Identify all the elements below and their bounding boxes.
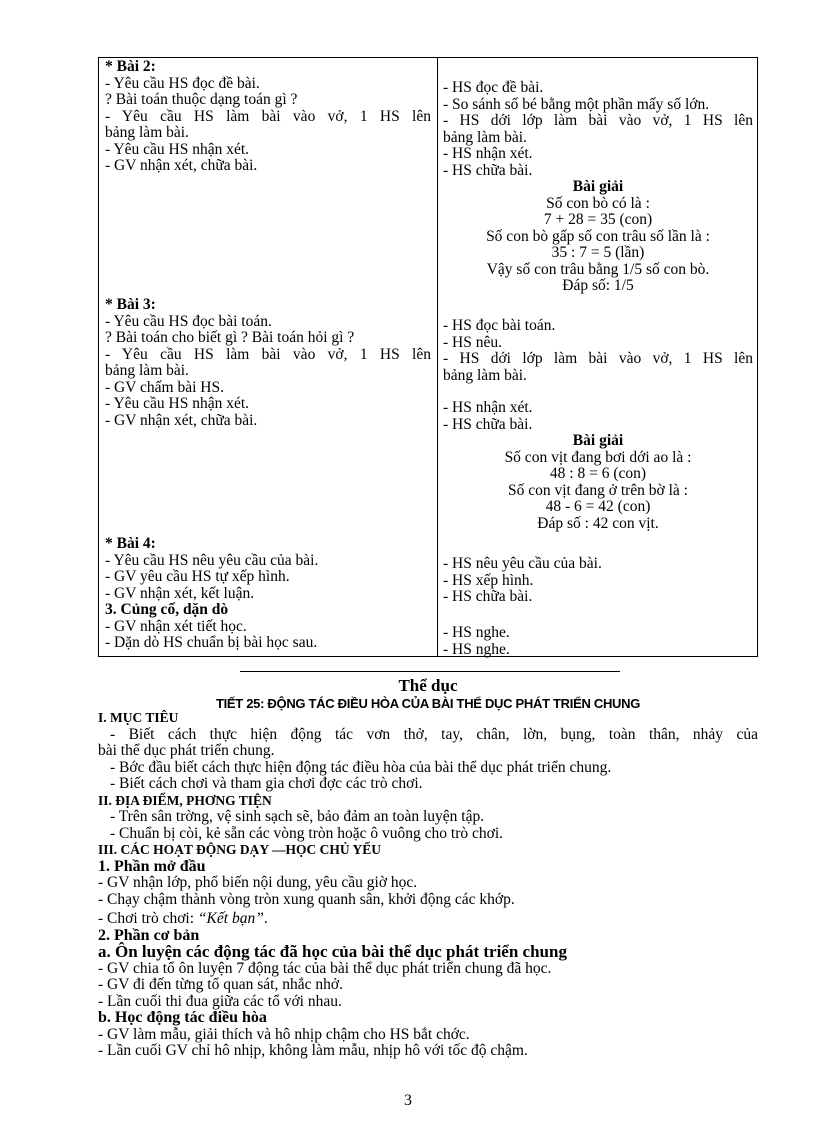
- bai3-teacher-line: - Yêu cầu HS nhận xét.: [105, 395, 250, 412]
- sub-b-item: - Lần cuối GV chỉ hô nhịp, không làm mẫu, nhịp hô với tốc độ chậm.: [98, 1042, 528, 1059]
- pe-subtitle: TIẾT 25: ĐỘNG TÁC ĐIỀU HÒA CỦA BÀI THỂ DỤC PHÁT TRIỂN CHUNG: [215, 696, 641, 711]
- teacher-bai3: [105, 297, 431, 429]
- game-prefix: - Chơi trò chơi:: [98, 910, 198, 927]
- dia-diem-item: - Chuẩn bị còi, kẻ sẵn các vòng tròn hoặc ô vuông cho trò chơi.: [110, 824, 504, 842]
- bai3-teacher-line: - Yêu cầu HS đọc bài toán.: [105, 312, 272, 330]
- bai2-teacher-line: - GV nhận xét, chữa bài.: [105, 157, 258, 174]
- student-bai3: [443, 318, 753, 532]
- dia-diem-item: - Trên sân trờng, vệ sinh sạch sẽ, bảo đảm an toàn luyện tập.: [110, 808, 485, 825]
- sub-a-item: - Lần cuối thi đua giữa các tổ với nhau.: [98, 992, 342, 1010]
- lesson-table: [98, 57, 758, 657]
- solution-line: Số con vịt đang ở trên bờ là :: [508, 481, 688, 499]
- bai3-teacher-line: - GV nhận xét, chữa bài.: [105, 411, 258, 429]
- section-separator: [240, 671, 620, 672]
- bai3-teacher-line: ? Bài toán cho biết gì ? Bài toán hỏi gì ?: [105, 329, 355, 346]
- bai4-student-line: - HS nêu yêu cầu của bài.: [443, 555, 602, 572]
- pe-title: Thể dục: [398, 676, 458, 695]
- pe-title-block: [98, 676, 758, 711]
- bai3-student-line: - HS dới lớp làm bài vào vở, 1 HS lên: [443, 350, 753, 367]
- solution-line: 7 + 28 = 35 (con): [543, 211, 653, 228]
- bai2-student-line: - HS dới lớp làm bài vào vở, 1 HS lên: [443, 112, 753, 129]
- bai3-teacher-line: bảng làm bài.: [105, 362, 189, 379]
- bai3-teacher-line: - GV chấm bài HS.: [105, 378, 224, 396]
- solution-line: Vậy số con trâu bằng 1/5 số con bò.: [486, 260, 710, 278]
- part1-item: - GV nhận lớp, phổ biến nội dung, yêu cầu giờ học.: [98, 874, 418, 891]
- part1-heading: 1. Phần mở đầu: [98, 857, 206, 875]
- sub-b-item: - GV làm mẫu, giải thích và hô nhịp chậm cho HS bắt chớc.: [98, 1025, 470, 1043]
- bai4-heading: * Bài 4:: [105, 535, 156, 552]
- sub-a-item: - GV chia tổ ôn luyện 7 động tác của bài thể dục phát triển chung đã học.: [98, 959, 552, 977]
- bai2-solution: [443, 179, 753, 295]
- teacher-bai4: [105, 536, 431, 652]
- sub-a-heading: a. Ôn luyện các động tác đã học của bài thể dục phát triển chung: [98, 942, 567, 961]
- solution-line: 48 - 6 = 42 (con): [545, 498, 651, 515]
- pe-content: [98, 710, 758, 1060]
- teacher-bai2: [105, 59, 431, 175]
- bai2-teacher-line: - Yêu cầu HS đọc đề bài.: [105, 74, 260, 92]
- cungco-student-line: - HS nghe.: [443, 624, 510, 641]
- muc-tieu-item: - Biết cách thực hiện động tác vơn thở, tay, chân, lờn, bụng, toàn thân, nhảy của: [110, 725, 758, 743]
- sub-b-heading: b. Học động tác điều hòa: [98, 1009, 267, 1026]
- solution-line: 35 : 7 = 5 (lần): [551, 244, 645, 261]
- solution-title: Bài giải: [572, 178, 624, 195]
- blank-line: [443, 384, 753, 400]
- bai3-teacher-line: - Yêu cầu HS làm bài vào vở, 1 HS lên: [105, 345, 431, 363]
- part2-heading: 2. Phần cơ bản: [98, 926, 200, 944]
- bai4-teacher-line: - Yêu cầu HS nêu yêu cầu của bài.: [105, 551, 319, 569]
- column-divider: [437, 58, 438, 656]
- bai4-student-line: - HS chữa bài.: [443, 588, 533, 605]
- bai3-student-line: - HS đọc bài toán.: [443, 317, 556, 334]
- game-suffix: .: [263, 910, 268, 927]
- solution-line: Đáp số : 42 con vịt.: [537, 514, 659, 532]
- cungco-teacher-line: - Dặn dò HS chuẩn bị bài học sau.: [105, 634, 318, 651]
- bai3-solution: [443, 433, 753, 532]
- muc-tieu-item: - Bớc đầu biết cách thực hiện động tác điều hòa của bài thể dục phát triển chung.: [110, 758, 612, 776]
- solution-line: Đáp số: 1/5: [562, 277, 634, 294]
- bai2-teacher-line: bảng làm bài.: [105, 124, 189, 141]
- cungco-teacher-line: - GV nhận xét tiết học.: [105, 617, 247, 635]
- muc-tieu-heading: I. MỤC TIÊU: [98, 710, 179, 725]
- bai2-student-line: - So sánh số bé bằng một phần mấy số lớn.: [443, 95, 710, 113]
- cungco-student-line: - HS nghe.: [443, 640, 510, 658]
- part1-item-game: [98, 911, 758, 928]
- dia-diem-heading: II. ĐỊA ĐIỂM, PHƠNG TIỆN: [98, 792, 272, 808]
- student-cungco: [443, 625, 753, 658]
- bai3-student-line: - HS nêu.: [443, 333, 502, 351]
- bai2-heading: * Bài 2:: [105, 58, 156, 75]
- game-name: “Kết bạn”: [197, 910, 264, 927]
- bai3-student-line: - HS chữa bài.: [443, 415, 533, 433]
- student-bai4: [443, 556, 753, 606]
- bai2-student-line: - HS đọc đề bài.: [443, 79, 544, 96]
- solution-line: Số con bò có là :: [546, 194, 650, 212]
- bai3-student-line: - HS nhận xét.: [443, 399, 533, 416]
- muc-tieu-item: bài thể dục phát triển chung.: [98, 742, 275, 759]
- bai3-heading: * Bài 3:: [105, 296, 156, 313]
- bai2-teacher-line: ? Bài toán thuộc dạng toán gì ?: [105, 91, 298, 108]
- muc-tieu-item: - Biết cách chơi và tham gia chơi đợc các trò chơi.: [110, 775, 423, 792]
- bai4-teacher-line: - GV yêu cầu HS tự xếp hình.: [105, 568, 290, 585]
- bai4-teacher-line: - GV nhận xét, kết luận.: [105, 584, 255, 602]
- bai3-student-line: bảng làm bài.: [443, 366, 527, 384]
- student-bai2: [443, 80, 753, 295]
- solution-line: Số con bò gấp số con trâu số lần là :: [486, 227, 710, 245]
- hoat-dong-heading: III. CÁC HOẠT ĐỘNG DẠY —HỌC CHỦ YẾU: [98, 842, 382, 857]
- cungco-heading: 3. Củng cố, dặn dò: [105, 601, 229, 618]
- bai2-student-line: - HS nhận xét.: [443, 145, 533, 162]
- solution-line: Số con vịt đang bơi dới ao là :: [504, 448, 692, 466]
- solution-title: Bài giải: [572, 432, 624, 449]
- bai2-student-line: - HS chữa bài.: [443, 161, 533, 179]
- part1-item: - Chạy chậm thành vòng tròn xung quanh sân, khởi động các khớp.: [98, 890, 515, 908]
- solution-line: 48 : 8 = 6 (con): [549, 465, 647, 482]
- bai2-student-line: bảng làm bài.: [443, 128, 527, 146]
- bai2-teacher-line: - Yêu cầu HS làm bài vào vở, 1 HS lên: [105, 107, 431, 125]
- sub-a-item: - GV đi đến từng tổ quan sát, nhắc nhở.: [98, 976, 343, 993]
- bai4-student-line: - HS xếp hình.: [443, 571, 534, 589]
- page-number: 3: [404, 1092, 412, 1109]
- bai2-teacher-line: - Yêu cầu HS nhận xét.: [105, 140, 250, 158]
